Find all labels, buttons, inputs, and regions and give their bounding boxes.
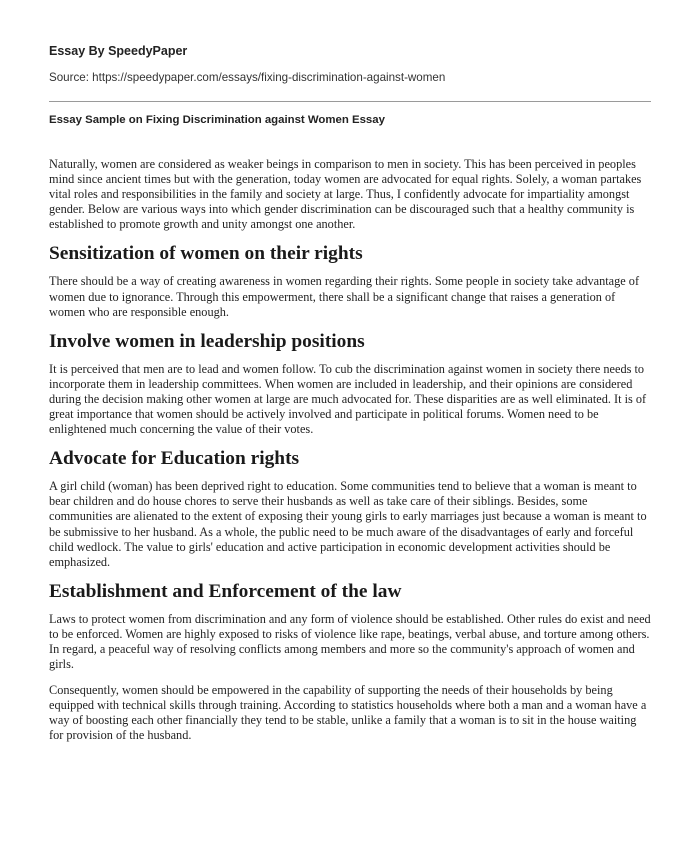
header-divider: [49, 101, 651, 102]
source-line: Source: https://speedypaper.com/essays/fixing-discrimination-against-women: [49, 71, 446, 84]
section-paragraph-education: A girl child (woman) has been deprived right to education. Some communities tend to believe that a woman is meant to bear children and do house chores to serve their husbands as well as take care of their siblings. Besides, some communities are alienated to the extent of exposing their young girls to early marriages just because a woman is meant to be submissive to her husband. As a whole, the public need to be much aware of the disadvantages of early and forceful child wedlock. The value to girls' education and active participation in economic development activities should be emphasized.: [49, 479, 647, 569]
brand-label: Essay By SpeedyPaper: [49, 44, 188, 58]
essay-title: Essay Sample on Fixing Discrimination against Women Essay: [49, 114, 385, 126]
section-paragraph-leadership: It is perceived that men are to lead and women follow. To cub the discrimination against women in society there needs to incorporate them in leadership committees. When women are included in leadership, and their opinions are considered during the decision making other women at large are much advocated for. These disparities are as well eliminated. It is of great importance that women should be actively involved and participate in political forums. Women need to be enlightened much concerning the value of their votes.: [49, 361, 647, 437]
section-heading-rights: Sensitization of women on their rights: [49, 243, 363, 265]
section-paragraph-law-2: Consequently, women should be empowered in the capability of supporting the needs of their households by being equipped with technical skills through training. According to statistics households where both a man and a woman have a way of boosting each other financially they tend to be stable, unlike a family that a woman is to sit in the house waiting for provision of the husband.: [49, 683, 647, 743]
section-heading-leadership: Involve women in leadership positions: [49, 330, 365, 352]
intro-paragraph: Naturally, women are considered as weaker beings in comparison to men in society. This has been perceived in peoples mind since ancient times but with the generation, today women are advocated for equal rights. Solely, a woman partakes vital roles and responsibilities in the family and society at large. Thus, I confidently advocate for impartiality amongst gender. Below are various ways into which gender discrimination can be discouraged such that a healthy community is established to promote growth and unity amongst one another.: [49, 157, 642, 232]
section-paragraph-law-1: Laws to protect women from discrimination and any form of violence should be established. Other rules do exist and need to be enforced. Women are highly exposed to risks of violence like rape, beatings, verbal abuse, and torture among others. In regard, a peaceful way of resolving conflicts among members and more so the community's approach of women and girls.: [49, 611, 651, 672]
section-heading-law: Establishment and Enforcement of the law: [49, 580, 402, 602]
section-paragraph-rights: There should be a way of creating awareness in women regarding their rights. Some people in society take advantage of women due to ignorance. Through this empowerment, there shall be a significant change that raises a generation of women who are responsible enough.: [49, 274, 640, 319]
section-heading-education: Advocate for Education rights: [49, 448, 300, 470]
